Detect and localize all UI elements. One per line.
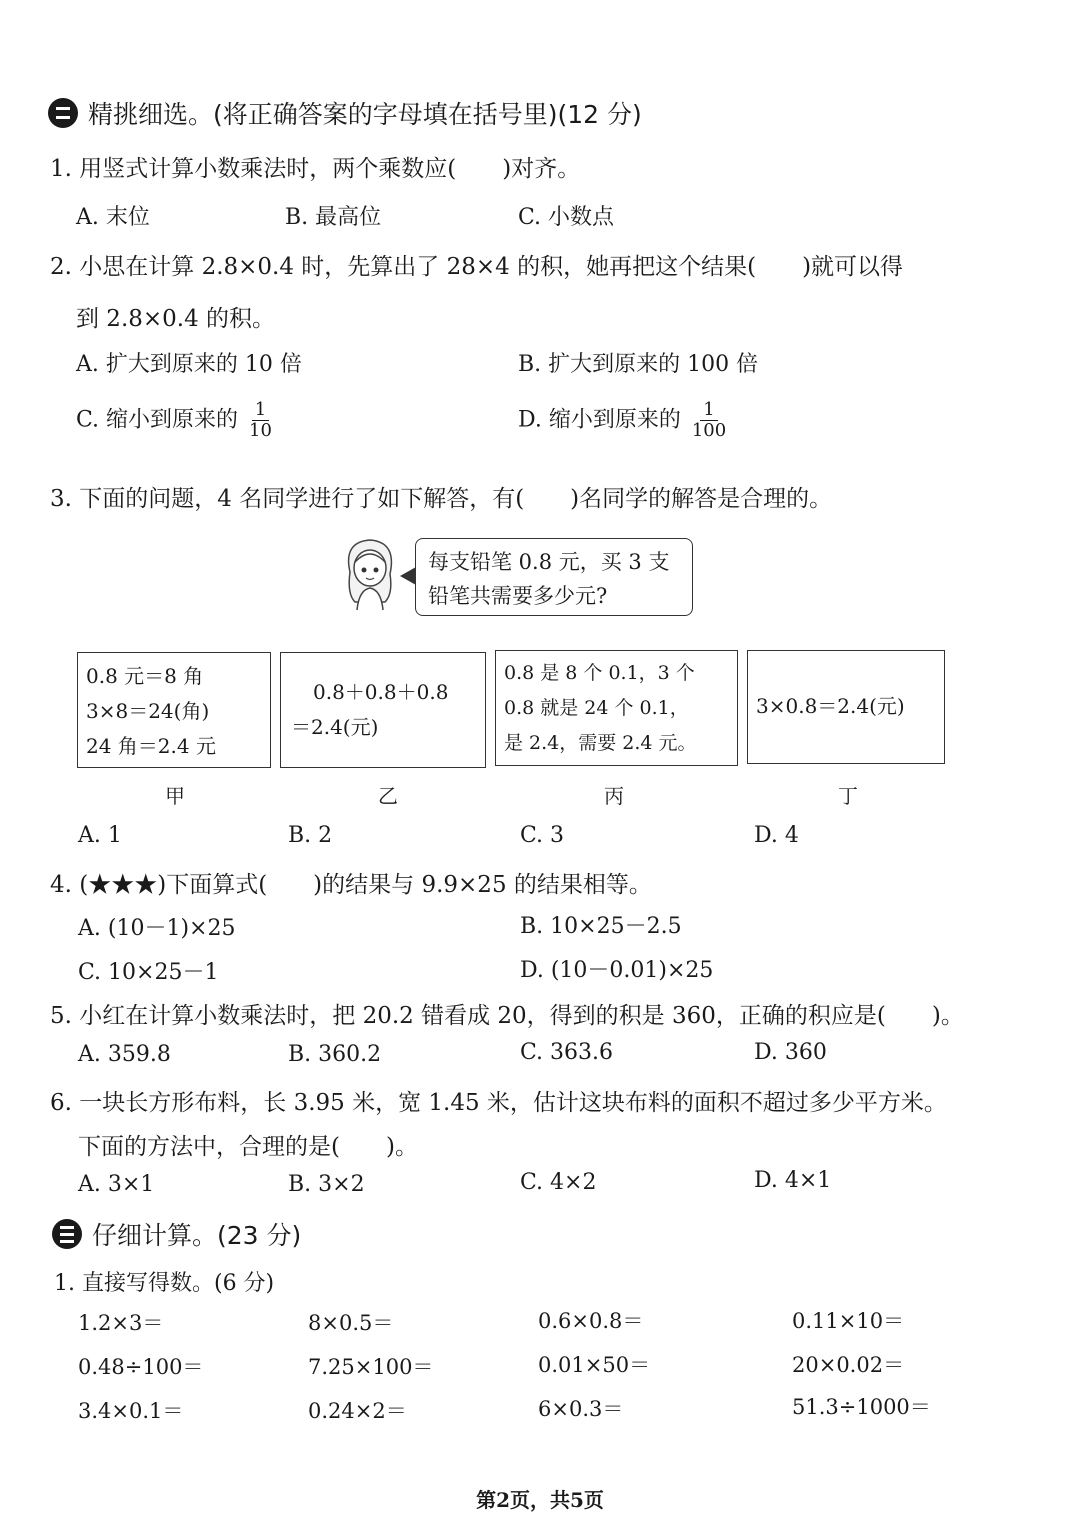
q4-option-b: B. 10×25－2.5 [520,914,682,939]
q3-option-d: D. 4 [754,823,799,848]
calc-item: 0.11×10＝ [792,1309,905,1333]
calc-item: 3.4×0.1＝ [78,1399,184,1423]
solution-box-yi [280,652,486,768]
q1-option-c: C. 小数点 [518,205,615,230]
solution-box-jia [77,652,271,768]
q3-option-a: A. 1 [78,823,122,848]
calc-item: 1.2×3＝ [78,1311,164,1335]
q5-option-c: C. 363.6 [520,1040,614,1065]
solution-label-ding: 丁 [838,784,858,808]
q6-option-a: A. 3×1 [78,1172,155,1197]
section-number-3-icon [52,1219,82,1249]
question-3: 3. 下面的问题，4 名同学进行了如下解答，有( )名同学的解答是合理的。 [50,486,833,512]
section-3-sub-question-1: 1. 直接写得数。(6 分) [54,1271,275,1296]
fraction-numerator: 1 [252,400,269,421]
calc-item: 51.3÷1000＝ [792,1395,931,1419]
q1-option-a: A. 末位 [76,205,150,230]
bubble-line-1: 每支铅笔 0.8 元，买 3 支 [428,550,670,574]
question-2-line2: 到 2.8×0.4 的积。 [76,306,276,332]
solution-box-bing [495,650,738,766]
page-footer: 第2页，共5页 [476,1488,604,1512]
solution-label-jia: 甲 [165,784,185,808]
q2-option-d [518,400,726,441]
fraction-one-tenth [249,400,272,441]
q3-option-b: B. 2 [288,823,333,848]
solution-line: 3×0.8＝2.4(元) [756,694,905,718]
speech-bubble-tail [400,567,416,585]
q2-option-c-text: C. 缩小到原来的 [76,407,239,433]
fraction-denominator: 10 [249,420,272,441]
q2-option-d-text: D. 缩小到原来的 [518,407,681,433]
q2-option-c [76,400,272,441]
q4-option-c: C. 10×25－1 [78,960,219,985]
fraction-denominator: 100 [691,420,727,441]
q5-option-b: B. 360.2 [288,1042,382,1067]
section-3-title: 仔细计算。(23 分) [92,1221,302,1250]
speech-bubble [415,538,693,616]
q1-option-b: B. 最高位 [285,205,382,230]
solution-label-yi: 乙 [378,784,398,808]
fraction-one-hundredth [692,400,726,441]
solution-line: 24 角＝2.4 元 [86,734,216,758]
calc-item: 0.01×50＝ [538,1353,651,1377]
q6-option-b: B. 3×2 [288,1172,365,1197]
solution-line: ＝2.4(元) [291,715,379,739]
section-2-title: 精挑细选。(将正确答案的字母填在括号里)(12 分) [88,100,642,129]
question-2-line1: 2. 小思在计算 2.8×0.4 时，先算出了 28×4 的积，她再把这个结果( )就可以得 [50,254,904,280]
calc-item: 0.24×2＝ [308,1399,407,1423]
solution-box-ding [747,650,945,764]
q4-option-d: D. (10－0.01)×25 [520,958,714,983]
fraction-numerator: 1 [700,400,717,421]
calc-item: 0.6×0.8＝ [538,1309,644,1333]
section-3-heading [52,1216,301,1252]
calc-item: 0.48÷100＝ [78,1355,204,1379]
bubble-line-2: 铅笔共需要多少元? [428,584,608,608]
q3-option-c: C. 3 [520,823,565,848]
section-number-2-icon [48,98,78,128]
girl-illustration [335,532,405,612]
q6-option-d: D. 4×1 [754,1168,832,1193]
solution-line: 0.8 元＝8 角 [86,664,204,688]
question-5: 5. 小红在计算小数乘法时，把 20.2 错看成 20，得到的积是 360，正确的积应是( )。 [50,1003,964,1029]
question-6-line1: 6. 一块长方形布料，长 3.95 米，宽 1.45 米，估计这块布料的面积不超过多少平方米。 [50,1090,947,1116]
q4-option-a: A. (10－1)×25 [78,916,236,941]
question-4: 4. (★★★)下面算式( )的结果与 9.9×25 的结果相等。 [50,872,652,898]
solution-label-bing: 丙 [604,784,624,808]
solution-line: 0.8 就是 24 个 0.1， [504,697,689,719]
q5-option-d: D. 360 [754,1040,827,1065]
q5-option-a: A. 359.8 [78,1042,171,1067]
q2-option-a: A. 扩大到原来的 10 倍 [76,352,302,377]
calc-item: 6×0.3＝ [538,1397,624,1421]
q2-option-b: B. 扩大到原来的 100 倍 [518,352,759,377]
section-2-heading [48,95,642,131]
question-6-line2: 下面的方法中，合理的是( )。 [78,1134,418,1160]
calc-item: 8×0.5＝ [308,1311,394,1335]
solution-line: 0.8＋0.8＋0.8 [313,680,449,704]
solution-line: 是 2.4，需要 2.4 元。 [504,732,697,754]
solution-line: 3×8＝24(角) [86,699,210,723]
question-1: 1. 用竖式计算小数乘法时，两个乘数应( )对齐。 [50,156,581,182]
q6-option-c: C. 4×2 [520,1170,597,1195]
solution-line: 0.8 是 8 个 0.1，3 个 [504,662,695,684]
calc-item: 7.25×100＝ [308,1355,434,1379]
calc-item: 20×0.02＝ [792,1353,905,1377]
